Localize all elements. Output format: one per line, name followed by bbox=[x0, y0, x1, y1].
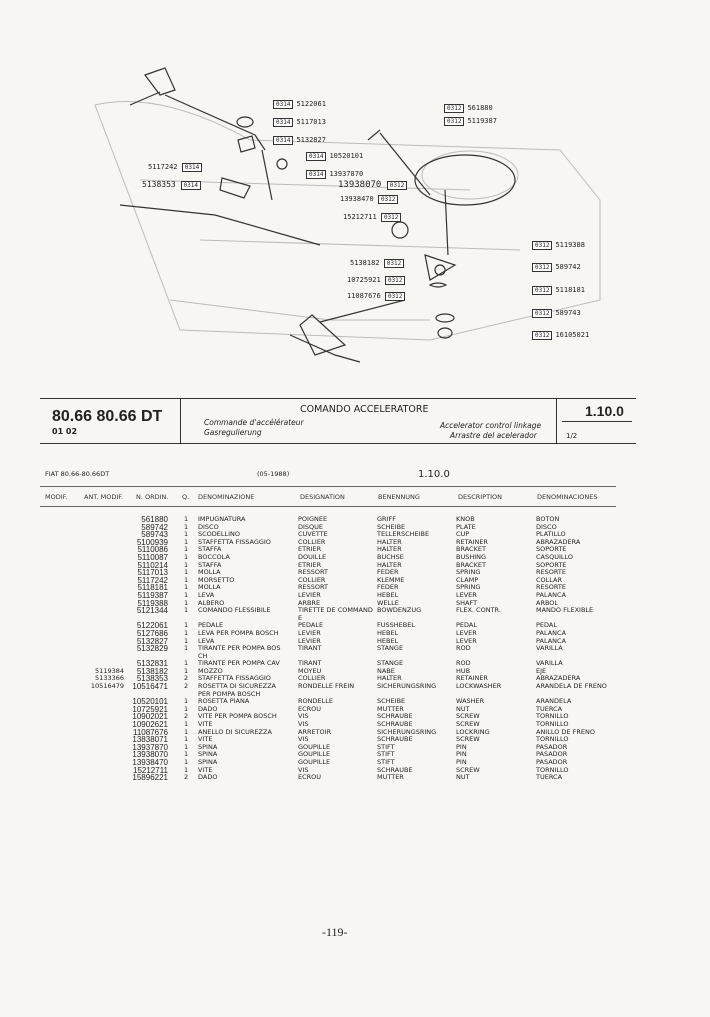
table-cell-it: VITE bbox=[198, 735, 213, 744]
table-cell-fr: LEVIER bbox=[298, 590, 321, 599]
table-cell-it: STAFFA bbox=[198, 560, 222, 569]
callout: 0312 5119387 bbox=[444, 117, 497, 126]
table-cell-de: HEBEL bbox=[377, 628, 399, 637]
parts-table bbox=[44, 516, 624, 782]
title-de: Gasregulierung bbox=[204, 428, 262, 437]
table-cell-de: FEDER bbox=[377, 568, 399, 577]
table-cell-q: 1 bbox=[184, 750, 189, 759]
callout: 0314 13937870 bbox=[306, 170, 363, 179]
table-cell-fr: VIS bbox=[298, 712, 309, 721]
table-cell-it: LEVA PER POMPA BOSCH bbox=[198, 628, 279, 637]
callout: 5117242 0314 bbox=[148, 163, 205, 172]
col-header-description: DESCRIPTION bbox=[458, 493, 502, 501]
table-cell-de: SCHRAUBE bbox=[377, 765, 413, 774]
table-cell-ant: 5119384 bbox=[95, 666, 124, 675]
table-row bbox=[44, 683, 624, 691]
table-cell-it: MOLLA bbox=[198, 583, 221, 592]
table-cell-it: ROSETTA DI SICUREZZA bbox=[198, 682, 277, 691]
table-cell-es: CASQUILLO bbox=[536, 552, 574, 561]
table-cell-es: ARANDELA bbox=[536, 697, 572, 706]
table-cell-q: 2 bbox=[184, 712, 189, 721]
table-cell-it: LEVA bbox=[198, 636, 215, 645]
table-cell-it: TIRANTE PER POMPA CAV bbox=[198, 659, 280, 668]
table-cell-ord: 5122061 bbox=[136, 621, 168, 631]
table-cell-es: VARILLA bbox=[536, 659, 563, 668]
table-cell-de: SCHRAUBE bbox=[377, 735, 413, 744]
col-header-designation: DESIGNATION bbox=[300, 493, 345, 501]
table-cell-it: SPINA bbox=[198, 742, 218, 751]
table-cell-ord: 5110087 bbox=[137, 552, 168, 562]
table-cell-q: 1 bbox=[184, 530, 189, 539]
table-cell-en: SHAFT bbox=[456, 598, 478, 607]
table-cell-es: SOPORTE bbox=[536, 560, 567, 569]
table-cell-it: VITE bbox=[198, 765, 213, 774]
table-cell-de: SCHEIBE bbox=[377, 697, 406, 706]
table-cell-de: STANGE bbox=[377, 659, 404, 668]
table-cell-ord: 5132829 bbox=[136, 644, 168, 654]
table-cell-en: BUSHING bbox=[456, 552, 487, 561]
table-cell-en: WASHER bbox=[456, 697, 485, 706]
table-cell-en: RETAINER bbox=[456, 537, 488, 546]
table-cell-ord: 13938470 bbox=[132, 758, 168, 767]
table-cell-q: 1 bbox=[184, 545, 189, 554]
callout: 0314 5122061 bbox=[273, 100, 326, 109]
table-cell-ord: 589742 bbox=[141, 522, 168, 532]
table-cell-en: HUB bbox=[456, 666, 471, 675]
title-block-divider bbox=[556, 398, 557, 443]
table-cell-q: 2 bbox=[184, 773, 189, 782]
table-cell-it: SPINA bbox=[198, 758, 218, 766]
table-cell-en: SCREW bbox=[456, 765, 480, 774]
table-cell-ord: 5117013 bbox=[137, 568, 168, 578]
table-cell-ord: 5127686 bbox=[136, 628, 168, 638]
table-cell-q: 1 bbox=[184, 765, 189, 774]
table-cell-q: 1 bbox=[184, 552, 189, 561]
table-cell-en: PLATE bbox=[456, 522, 476, 531]
table-cell-es: PALANCA bbox=[536, 636, 567, 645]
table-cell-it: MOZZO bbox=[198, 666, 223, 675]
table-cell-de: HALTER bbox=[377, 674, 402, 683]
table-cell-en: PEDAL bbox=[456, 621, 477, 630]
callout: 0312 5119388 bbox=[532, 241, 585, 250]
table-cell-en: PIN bbox=[456, 742, 467, 751]
table-cell-fr: LEVIER bbox=[298, 628, 321, 637]
table-cell-es: TORNILLO bbox=[536, 712, 569, 721]
table-cell-en: SPRING bbox=[456, 583, 481, 592]
title-en: Accelerator control linkage bbox=[440, 421, 542, 430]
table-cell-es: ARANDELA DE FRENO bbox=[536, 682, 607, 691]
table-cell-fr: ETRIER bbox=[298, 560, 322, 569]
table-cell-de: NABE bbox=[377, 666, 395, 675]
table-cell-ord: 10902621 bbox=[132, 720, 168, 730]
table-cell-es: MANDO FLEXIBLE bbox=[536, 606, 594, 615]
table-cell-de: FEDER bbox=[377, 583, 399, 592]
callout: 13938070 0312 bbox=[338, 180, 410, 190]
table-cell-es: RESORTE bbox=[536, 568, 566, 577]
table-cell-q: 1 bbox=[184, 636, 189, 645]
table-cell-it: MORSETTO bbox=[198, 575, 235, 584]
table-cell-es: PEDAL bbox=[536, 621, 557, 630]
table-cell-fr: COLLIER bbox=[298, 674, 326, 683]
table-cell-it: STAFFETTA FISSAGGIO bbox=[198, 537, 271, 546]
table-cell-es: COLLAR bbox=[536, 575, 563, 584]
table-cell-es: PASADOR bbox=[536, 758, 568, 766]
section-number: 1.10.0 bbox=[585, 403, 624, 419]
table-cell-q: 1 bbox=[184, 515, 189, 523]
table-cell-es: PASADOR bbox=[536, 750, 568, 759]
table-cell-fr: GOUPILLE bbox=[298, 758, 331, 766]
table-cell-en: PIN bbox=[456, 758, 467, 766]
callout: 0312 561880 bbox=[444, 104, 493, 113]
table-cell-ord: 589743 bbox=[141, 530, 168, 540]
table-cell-q: 1 bbox=[184, 522, 189, 531]
callout: 0312 589742 bbox=[532, 263, 581, 272]
table-cell-ord: 10725921 bbox=[132, 704, 168, 714]
table-cell-de: TELLERSCHEIBE bbox=[377, 530, 430, 539]
callout: 0312 16105021 bbox=[532, 331, 589, 340]
table-cell-es: TUERCA bbox=[536, 704, 563, 713]
table-cell-fr: COLLIER bbox=[298, 575, 326, 584]
col-header-modif: MODIF. bbox=[45, 493, 68, 501]
table-cell-q: 1 bbox=[184, 644, 189, 653]
table-cell-de: STIFT bbox=[377, 742, 395, 751]
table-cell-es: DISCO bbox=[536, 522, 557, 531]
table-cell-de: MUTTER bbox=[377, 773, 404, 782]
sheet-number: 1/2 bbox=[566, 432, 578, 440]
table-cell-it: VITE bbox=[198, 720, 213, 729]
list-section: 1.10.0 bbox=[418, 469, 450, 480]
table-cell-fr: GOUPILLE bbox=[298, 742, 331, 751]
table-cell-fr: RONDELLE FREIN bbox=[298, 682, 355, 691]
table-row bbox=[44, 774, 624, 782]
model-code: 01 02 bbox=[52, 427, 78, 436]
table-cell-it: ROSETTA PIANA bbox=[198, 697, 250, 706]
table-cell-de: GRIFF bbox=[377, 515, 396, 523]
table-cell-de: STIFT bbox=[377, 750, 395, 759]
table-cell-en: ROD bbox=[456, 644, 471, 653]
table-cell-en: RETAINER bbox=[456, 674, 488, 683]
table-row bbox=[44, 607, 624, 615]
table-cell-fr: ARBRE bbox=[298, 598, 321, 607]
table-cell-q: 1 bbox=[184, 606, 189, 615]
table-cell-es: BOTON bbox=[536, 515, 560, 523]
table-cell-es: PLATILLO bbox=[536, 530, 566, 539]
callout: 15212711 0312 bbox=[343, 213, 404, 222]
table-cell-de: HALTER bbox=[377, 560, 402, 569]
callout: 0314 5132827 bbox=[273, 136, 326, 145]
table-cell-q: 1 bbox=[184, 704, 189, 713]
table-cell-ord: 5132831 bbox=[136, 659, 168, 669]
table-cell-de: HEBEL bbox=[377, 590, 399, 599]
title-block-bottom-rule bbox=[40, 443, 636, 444]
table-cell-es: ABRAZADERA bbox=[536, 674, 581, 683]
table-cell-fr: ECROU bbox=[298, 704, 322, 713]
col-header-denominazione: DENOMINAZIONE bbox=[198, 493, 255, 501]
table-cell-ord: 10902021 bbox=[132, 712, 168, 722]
table-cell-fr: TIRETTE DE COMMAND bbox=[298, 606, 373, 615]
table-cell-en: LOCKRING bbox=[456, 727, 490, 736]
table-cell-es: ARBOL bbox=[536, 598, 559, 607]
table-cell-en: ROD bbox=[456, 659, 471, 668]
callout: 5138353 0314 bbox=[142, 180, 204, 190]
title-block-top-rule bbox=[40, 398, 636, 399]
table-cell-q: 1 bbox=[184, 742, 189, 751]
table-cell-q: 1 bbox=[184, 758, 189, 766]
table-cell-de: SCHRAUBE bbox=[377, 712, 413, 721]
table-cell-en: LOCKWASHER bbox=[456, 682, 502, 691]
list-model: FIAT 80.66-80.66DT bbox=[45, 470, 110, 478]
table-cell-fr: POIGNEE bbox=[298, 515, 328, 523]
table-cell-q: 2 bbox=[184, 674, 189, 683]
table-cell-fr: GOUPILLE bbox=[298, 750, 331, 759]
table-cell-de: SICHERUNGSRING bbox=[377, 682, 437, 691]
table-cell-ord: 5138353 bbox=[136, 674, 168, 684]
table-cell-ord: 13938070 bbox=[132, 750, 168, 760]
table-cell-q: 1 bbox=[184, 720, 189, 729]
page-number: -119- bbox=[322, 925, 348, 939]
table-cell-fr: CUVETTE bbox=[298, 530, 328, 539]
callout: 0312 589743 bbox=[532, 309, 581, 318]
table-cell-q: 1 bbox=[184, 590, 189, 599]
table-cell-de: HALTER bbox=[377, 545, 402, 554]
table-cell-es: SOPORTE bbox=[536, 545, 567, 554]
title-fr: Commande d'accélérateur bbox=[204, 418, 304, 427]
table-cell-q: 1 bbox=[184, 598, 189, 607]
table-cell-es: TORNILLO bbox=[536, 720, 569, 729]
table-cell-it: PER POMPA BOSCH bbox=[198, 689, 261, 698]
table-cell-en: NUT bbox=[456, 773, 470, 782]
table-cell-de: SCHRAUBE bbox=[377, 720, 413, 729]
table-cell-q: 1 bbox=[184, 666, 189, 675]
callout: 5138182 0312 bbox=[350, 259, 407, 268]
table-cell-q: 2 bbox=[184, 682, 189, 691]
table-cell-ord: 5119388 bbox=[137, 598, 168, 608]
table-cell-de: SCHEIBE bbox=[377, 522, 406, 531]
table-cell-fr: LEVIER bbox=[298, 636, 321, 645]
table-cell-it: BOCCOLA bbox=[198, 552, 230, 561]
table-cell-ord: 561880 bbox=[141, 515, 168, 524]
table-cell-de: BOWDENZUG bbox=[377, 606, 422, 615]
callout: 0312 5118181 bbox=[532, 286, 585, 295]
table-row bbox=[44, 645, 624, 653]
table-cell-fr: PEDALE bbox=[298, 621, 324, 630]
table-cell-it: CH bbox=[198, 651, 208, 660]
title-block-divider bbox=[180, 398, 181, 443]
table-cell-ord: 11087676 bbox=[133, 727, 168, 737]
table-cell-it: STAFFETTA FISSAGGIO bbox=[198, 674, 271, 683]
table-cell-es: ABRAZADERA bbox=[536, 537, 581, 546]
title-es: Arrastre del acelerador bbox=[450, 431, 537, 440]
table-cell-it: TIRANTE PER POMPA BOS bbox=[198, 644, 281, 653]
table-cell-es: TUERCA bbox=[536, 773, 563, 782]
table-cell-es: VARILLA bbox=[536, 644, 563, 653]
list-columns-rule bbox=[40, 506, 616, 507]
table-cell-en: BRACKET bbox=[456, 560, 486, 569]
section-underline bbox=[562, 421, 632, 422]
table-cell-en: LEVER bbox=[456, 636, 477, 645]
table-cell-de: WELLE bbox=[377, 598, 399, 607]
table-cell-en: SCREW bbox=[456, 735, 480, 744]
table-cell-fr: MOYEU bbox=[298, 666, 322, 675]
table-cell-it: MOLLA bbox=[198, 568, 221, 577]
table-cell-es: PALANCA bbox=[536, 628, 567, 637]
table-cell-de: SICHERUNGSRING bbox=[377, 727, 437, 736]
section-title: COMANDO ACCELERATORE bbox=[300, 404, 429, 415]
table-cell-q: 1 bbox=[184, 560, 189, 569]
callout: 11087676 0312 bbox=[347, 292, 408, 301]
table-cell-en: SPRING bbox=[456, 568, 481, 577]
table-cell-de: FUSSHEBEL bbox=[377, 621, 415, 630]
table-cell-ord: 5118181 bbox=[137, 583, 168, 593]
table-cell-ord: 5117242 bbox=[137, 575, 168, 585]
table-cell-ord: 13838071 bbox=[132, 735, 168, 745]
table-cell-ord: 13937870 bbox=[132, 742, 168, 752]
table-cell-q: 1 bbox=[184, 537, 189, 546]
table-cell-ant: 5133366 bbox=[95, 674, 124, 683]
list-date: (05-1988) bbox=[257, 470, 290, 478]
table-cell-it: LEVA bbox=[198, 590, 215, 599]
callout: 0314 5117013 bbox=[273, 118, 326, 127]
list-header-rule bbox=[40, 486, 616, 487]
table-cell-es: TORNILLO bbox=[536, 735, 569, 744]
table-cell-it: SCODELLINO bbox=[198, 530, 241, 539]
table-cell-fr: RONDELLE bbox=[298, 697, 333, 706]
table-cell-fr: VIS bbox=[298, 720, 309, 729]
table-cell-ord: 15896221 bbox=[132, 773, 168, 783]
table-cell-ord: 5110214 bbox=[137, 560, 168, 570]
table-cell-de: STANGE bbox=[377, 644, 404, 653]
table-cell-it: SPINA bbox=[198, 750, 218, 759]
col-header-denominaciones: DENOMINACIONES bbox=[537, 493, 598, 501]
col-header-n-ordin: N. ORDIN. bbox=[136, 493, 169, 501]
col-header-ant-modif: ANT. MODIF. bbox=[84, 493, 124, 501]
table-cell-es: TORNILLO bbox=[536, 765, 569, 774]
table-cell-it: STAFFA bbox=[198, 545, 222, 554]
table-cell-it: VITE PER POMPA BOSCH bbox=[198, 712, 277, 721]
table-cell-en: SCREW bbox=[456, 720, 480, 729]
table-cell-fr: TIRANT bbox=[298, 659, 322, 668]
table-cell-q: 1 bbox=[184, 621, 189, 630]
table-cell-ord: 5100939 bbox=[136, 537, 168, 547]
table-cell-q: 1 bbox=[184, 735, 189, 744]
table-cell-fr: ETRIER bbox=[298, 545, 322, 554]
table-cell-de: KLEMME bbox=[377, 575, 405, 584]
table-cell-en: PIN bbox=[456, 750, 467, 759]
table-cell-q: 1 bbox=[184, 628, 189, 637]
table-cell-de: BUCHSE bbox=[377, 552, 404, 561]
table-cell-it: IMPUGNATURA bbox=[198, 515, 246, 523]
table-cell-en: CUP bbox=[456, 530, 470, 539]
table-cell-it: DISCO bbox=[198, 522, 219, 531]
table-cell-es: ANILLO DE FRENO bbox=[536, 727, 595, 736]
table-cell-en: KNOB bbox=[456, 515, 475, 523]
table-cell-fr: DISQUE bbox=[298, 522, 324, 531]
table-cell-it: DADO bbox=[198, 773, 218, 782]
callout: 10725921 0312 bbox=[347, 276, 408, 285]
callout: 0314 10520101 bbox=[306, 152, 363, 161]
table-cell-q: 1 bbox=[184, 727, 189, 736]
table-cell-fr: E bbox=[298, 613, 303, 622]
table-cell-en: FLEX. CONTR. bbox=[456, 606, 501, 615]
table-cell-de: HALTER bbox=[377, 537, 402, 546]
table-cell-en: LEVER bbox=[456, 628, 477, 637]
table-cell-fr: VIS bbox=[298, 765, 309, 774]
table-cell-ant: 10516479 bbox=[90, 682, 124, 691]
table-cell-es: RESORTE bbox=[536, 583, 566, 592]
table-cell-es: EJE bbox=[536, 666, 547, 675]
table-cell-q: 1 bbox=[184, 659, 189, 668]
callout: 13938470 0312 bbox=[340, 195, 401, 204]
table-cell-fr: COLLIER bbox=[298, 537, 326, 546]
table-cell-ord: 5121344 bbox=[136, 606, 168, 616]
table-cell-fr: DOUILLE bbox=[298, 552, 327, 561]
table-cell-ord: 5119387 bbox=[137, 590, 168, 600]
table-cell-fr: TIRANT bbox=[298, 644, 322, 653]
table-cell-fr: RESSORT bbox=[298, 583, 329, 592]
col-header-q: Q. bbox=[182, 493, 190, 501]
table-cell-ord: 10520101 bbox=[132, 697, 168, 707]
table-cell-q: 1 bbox=[184, 575, 189, 584]
table-cell-it: COMANDO FLESSIBILE bbox=[198, 606, 271, 615]
table-cell-q: 1 bbox=[184, 697, 189, 706]
table-cell-it: DADO bbox=[198, 704, 218, 713]
table-cell-de: MUTTER bbox=[377, 704, 404, 713]
table-cell-en: LEVER bbox=[456, 590, 477, 599]
table-cell-es: PALANCA bbox=[536, 590, 567, 599]
table-cell-fr: VIS bbox=[298, 735, 309, 744]
table-cell-it: ANELLO DI SICUREZZA bbox=[198, 727, 272, 736]
table-cell-ord: 5138182 bbox=[136, 666, 168, 676]
table-cell-en: CLAMP bbox=[456, 575, 479, 584]
table-cell-es: PASADOR bbox=[536, 742, 568, 751]
table-cell-en: SCREW bbox=[456, 712, 480, 721]
table-cell-en: BRACKET bbox=[456, 545, 486, 554]
model-name: 80.66 80.66 DT bbox=[52, 408, 163, 425]
table-cell-ord: 5132827 bbox=[136, 636, 168, 646]
table-cell-fr: ECROU bbox=[298, 773, 322, 782]
table-cell-it: ALBERO bbox=[198, 598, 225, 607]
table-cell-ord: 15212711 bbox=[133, 765, 168, 775]
table-cell-fr: RESSORT bbox=[298, 568, 329, 577]
table-cell-de: HEBEL bbox=[377, 636, 399, 645]
table-cell-en: NUT bbox=[456, 704, 470, 713]
table-cell-it: PEDALE bbox=[198, 621, 224, 630]
table-cell-q: 1 bbox=[184, 568, 189, 577]
table-cell-fr: ARRETOIR bbox=[298, 727, 332, 736]
table-cell-ord: 5110086 bbox=[137, 545, 168, 555]
col-header-benennung: BENENNUNG bbox=[378, 493, 420, 501]
table-cell-q: 1 bbox=[184, 583, 189, 592]
table-cell-ord: 10516471 bbox=[132, 682, 168, 692]
table-cell-de: STIFT bbox=[377, 758, 395, 766]
